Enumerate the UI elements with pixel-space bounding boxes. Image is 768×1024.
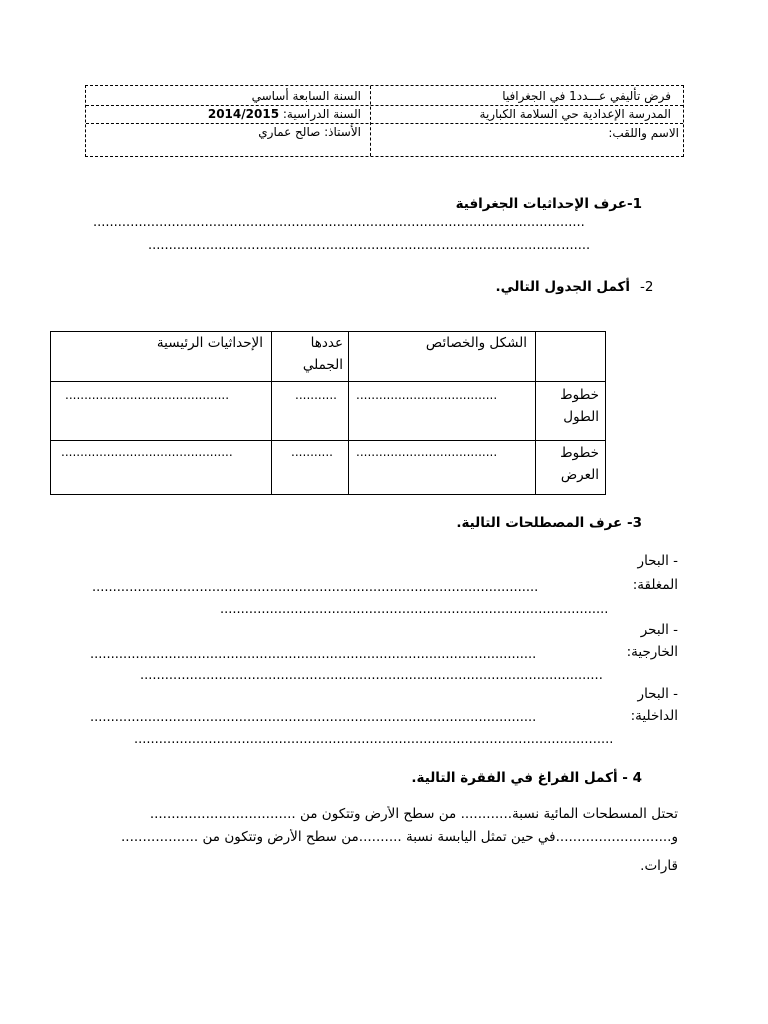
row-label-longitude: خطوط الطول xyxy=(560,387,599,425)
q1-answer-line-1[interactable]: ....................................................................................................................... xyxy=(93,215,585,230)
th-count: عددها الجملي xyxy=(302,335,343,373)
q4-line-1[interactable]: تحتل المسطحات المائية نسبة............ من سطح الأرض وتتكون من .................................. xyxy=(149,806,678,822)
latitude-shape-blank[interactable]: ..................................... xyxy=(356,445,498,459)
q2-title: أكمل الجدول التالي. xyxy=(495,279,630,295)
header-box xyxy=(85,85,684,157)
term3-answer-line-2[interactable]: .................................................................................................................... xyxy=(134,732,614,747)
term3-label-line1: - البحار xyxy=(637,686,678,702)
term1-answer-line-2[interactable]: .............................................................................................. xyxy=(220,602,609,617)
school-year-value: 2014/2015 xyxy=(207,107,280,121)
row-label-latitude: خطوط العرض xyxy=(560,445,599,483)
term3-answer-line-1[interactable]: ............................................................................................................ xyxy=(90,710,537,725)
q1-title: 1-عرف الإحداثيات الجغرافية xyxy=(455,196,642,212)
level: السنة السابعة أساسي xyxy=(251,89,361,103)
longitude-main-blank[interactable]: ........................................... xyxy=(65,388,230,402)
term1-label-line1: - البحار xyxy=(637,553,678,569)
coordinates-table xyxy=(50,331,606,495)
q4-title: 4 - أكمل الفراغ في الفقرة التالية. xyxy=(411,770,642,786)
th-main: الإحداثيات الرئيسية xyxy=(156,335,263,351)
term2-label-line2: الخارجية: xyxy=(626,644,678,660)
longitude-count-blank[interactable]: ........... xyxy=(295,388,337,402)
q4-line-2[interactable]: و...........................في حين تمثل اليابسة نسبة ..........من سطح الأرض وتتكون من .................. xyxy=(120,829,678,845)
latitude-count-blank[interactable]: ........... xyxy=(291,445,333,459)
term2-label-line1: - البحر xyxy=(640,622,678,638)
latitude-main-blank[interactable]: ............................................. xyxy=(61,445,233,459)
q1-answer-line-2[interactable]: ........................................................................................................... xyxy=(148,238,591,253)
exam-title: فرض تأليفي عـــدد1 في الجغرافيا xyxy=(502,89,671,103)
q2-number: -2 xyxy=(640,279,654,295)
term2-answer-line-2[interactable]: ................................................................................................................ xyxy=(140,668,603,683)
term3-label-line2: الداخلية: xyxy=(630,708,678,724)
term1-label-line2: المغلقة: xyxy=(632,577,678,593)
th-shape: الشكل والخصائص xyxy=(425,335,527,351)
term2-answer-line-1[interactable]: ............................................................................................................ xyxy=(90,647,537,662)
school-year xyxy=(208,106,361,122)
teacher-name: الأستاذ: صالح عماري xyxy=(258,125,361,139)
name-label: الاسم واللقب: xyxy=(608,126,679,140)
school-year-label: السنة الدراسية: xyxy=(279,107,361,121)
q3-title: 3- عرف المصطلحات التالية. xyxy=(456,515,642,531)
longitude-shape-blank[interactable]: ..................................... xyxy=(356,388,498,402)
term1-answer-line-1[interactable]: ............................................................................................................ xyxy=(92,580,539,595)
school-name: المدرسة الإعدادية حي السلامة الكبارية xyxy=(479,107,671,121)
q4-line-3: قارات. xyxy=(640,858,678,874)
